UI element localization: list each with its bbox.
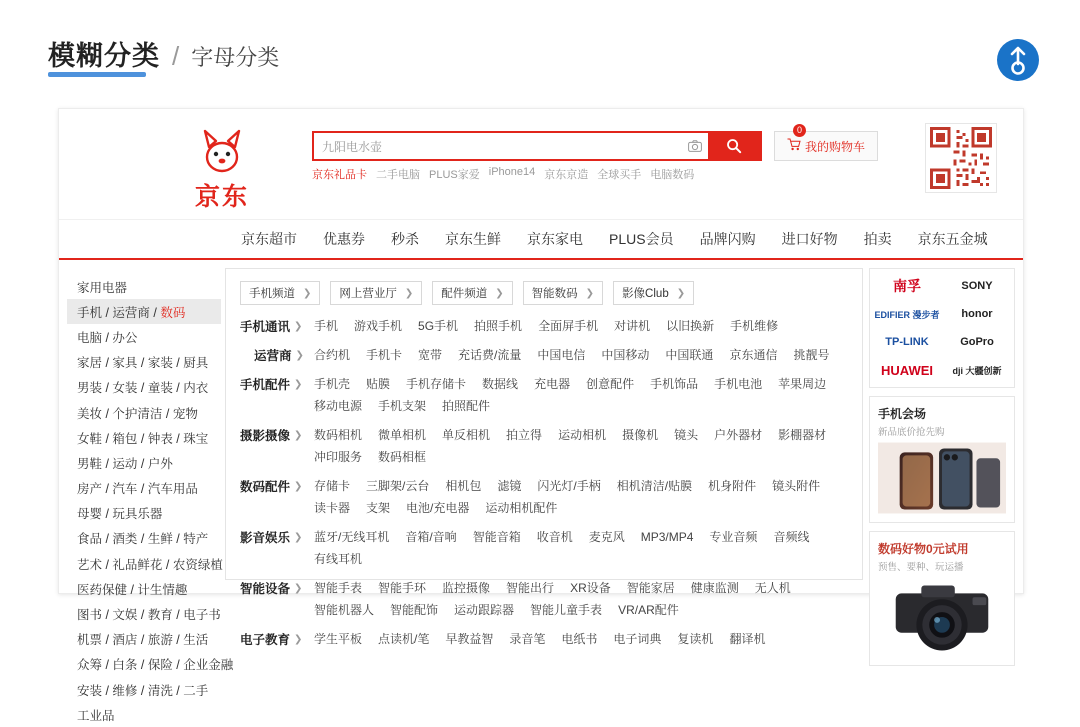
row-title-label: 电子教育 (240, 633, 291, 647)
chevron-right-icon: ❯ (404, 287, 414, 299)
row-links (314, 346, 848, 364)
link[interactable]: 读卡器 (314, 501, 351, 515)
nav-item-6[interactable]: 品牌闪购 (699, 231, 756, 247)
jd-logo[interactable] (167, 123, 277, 213)
jd-dog-icon (185, 123, 259, 175)
link[interactable]: 蓝牙/无线耳机 (314, 530, 390, 544)
channel-chip-4[interactable] (613, 281, 694, 305)
channel-chip-0[interactable] (240, 281, 320, 305)
link[interactable]: 拍照配件 (442, 399, 491, 413)
brand-logo-6[interactable]: HUAWEI (881, 362, 933, 378)
nav-item-9[interactable]: 京东五金城 (917, 231, 988, 247)
nav-item-5[interactable]: PLUS会员 (609, 231, 674, 247)
link[interactable]: 电池/充电器 (406, 501, 470, 515)
link[interactable]: MP3/MP4 (640, 530, 694, 544)
sidebar-item-3[interactable] (67, 350, 221, 375)
row-title[interactable] (240, 346, 314, 364)
sidebar-item-0[interactable] (67, 274, 221, 299)
chip-label: 智能数码 (531, 288, 578, 300)
chip-label: 网上营业厅 (339, 288, 397, 300)
chevron-right-icon: ❯ (294, 320, 303, 332)
chevron-right-icon: ❯ (294, 429, 303, 441)
brand-logo-1[interactable]: SONY (961, 280, 993, 292)
ad-card-camera[interactable] (869, 531, 1015, 666)
search-pin-icon (996, 38, 1040, 82)
sidebar-item-9[interactable] (67, 501, 221, 526)
link[interactable]: 中国联通 (665, 348, 714, 362)
row-title-label: 摄影摄像 (240, 429, 291, 443)
brand-logo-5[interactable]: GoPro (960, 336, 994, 348)
row-title[interactable] (240, 579, 314, 597)
hot-keyword[interactable]: 二手电脑 (376, 169, 420, 181)
sidebar-item-8[interactable] (67, 476, 221, 501)
chip-label: 影像Club (622, 288, 669, 300)
cart-button[interactable] (774, 125, 878, 161)
nav-item-3[interactable]: 京东生鲜 (445, 231, 501, 247)
search-input[interactable] (314, 133, 682, 159)
brand-logo-0[interactable]: 南孚 (893, 278, 921, 294)
channel-chip-3[interactable] (523, 281, 603, 305)
search-box[interactable] (312, 131, 762, 161)
category-row (240, 579, 848, 619)
link[interactable]: 创意配件 (586, 377, 635, 391)
row-title-label: 手机通讯 (240, 320, 291, 334)
hot-keyword[interactable]: 电脑数码 (650, 169, 695, 181)
row-title[interactable] (240, 528, 314, 546)
row-title-label: 智能设备 (240, 582, 291, 596)
ad-sidebar (869, 260, 1023, 590)
link[interactable]: 京东通信 (729, 348, 778, 362)
link[interactable]: 游戏手机 (354, 319, 403, 333)
search-button[interactable] (708, 133, 760, 159)
jd-screenshot-card (58, 108, 1024, 723)
link[interactable]: 中国移动 (601, 348, 650, 362)
link[interactable]: 三脚架/云台 (366, 479, 430, 493)
link[interactable]: 户外器材 (714, 428, 763, 442)
link[interactable]: 收音机 (536, 530, 573, 544)
sidebar-item-label-highlight: 数码 (160, 305, 186, 320)
jd-logo-text: 京东 (194, 182, 249, 211)
link[interactable]: 苹果周边 (778, 377, 827, 391)
link[interactable]: 点读机/笔 (378, 632, 430, 646)
cart-count-badge: 0 (793, 124, 806, 137)
chevron-right-icon: ❯ (294, 531, 303, 543)
link[interactable]: 宽带 (418, 348, 443, 362)
sidebar-item-6[interactable] (67, 425, 221, 450)
brand-logo-2[interactable]: EDIFIER 漫步者 (874, 309, 940, 320)
row-title[interactable] (240, 477, 314, 495)
link[interactable]: 镜头 (674, 428, 699, 442)
link[interactable]: 存储卡 (314, 479, 351, 493)
row-links (314, 477, 848, 517)
row-title[interactable] (240, 317, 314, 335)
phone-promo-image (878, 442, 1006, 514)
link[interactable]: 音频线 (773, 530, 810, 544)
camera-icon[interactable] (682, 133, 708, 159)
site-header (59, 109, 1023, 220)
link[interactable]: 手机支架 (378, 399, 427, 413)
link[interactable]: 5G手机 (418, 319, 459, 333)
sidebar-item-label: 机票 / 酒店 / 旅游 / 生活 (77, 633, 209, 648)
hot-keyword[interactable]: 京东京造 (544, 169, 589, 181)
link[interactable]: 数码相框 (378, 450, 427, 464)
brand-logo-3[interactable]: honor (961, 308, 993, 320)
search-area (312, 131, 762, 182)
sidebar-item-5[interactable] (67, 400, 221, 425)
link[interactable]: 电纸书 (561, 632, 598, 646)
link[interactable]: 充电器 (534, 377, 571, 391)
sidebar-item-label: 手机 / 运营商 / (77, 305, 161, 320)
link[interactable]: 移动电源 (314, 399, 363, 413)
link[interactable]: 学生平板 (314, 632, 363, 646)
sidebar-item-label: 房产 / 汽车 / 汽车用品 (77, 482, 198, 497)
sidebar-item-label: 家居 / 家具 / 家装 / 厨具 (77, 356, 209, 371)
sidebar-item-15[interactable] (67, 652, 234, 677)
link[interactable]: 以旧换新 (666, 319, 715, 333)
link[interactable]: 镜头附件 (772, 479, 821, 493)
link[interactable]: 手机卡 (366, 348, 403, 362)
link[interactable]: 拍立得 (506, 428, 543, 442)
link[interactable]: 相机包 (445, 479, 482, 493)
chip-label: 手机频道 (249, 288, 295, 300)
sidebar-item-1[interactable] (67, 299, 221, 324)
hot-keyword[interactable]: 京东礼品卡 (312, 169, 367, 181)
sidebar-item-label: 医药保健 / 计生情趣 (77, 582, 188, 597)
link[interactable]: 录音笔 (509, 632, 546, 646)
row-links (314, 630, 848, 648)
chevron-right-icon: ❯ (295, 349, 304, 361)
link[interactable]: 手机壳 (314, 377, 351, 391)
chevron-right-icon: ❯ (294, 582, 303, 594)
nav-item-0[interactable]: 京东超市 (241, 231, 297, 247)
link[interactable]: 手机电池 (714, 377, 763, 391)
link[interactable]: 智能手环 (378, 581, 427, 595)
row-links (314, 528, 848, 568)
link[interactable]: 滤镜 (497, 479, 522, 493)
sidebar-item-label: 美妆 / 个护清洁 / 宠物 (77, 406, 198, 421)
link[interactable]: 早教益智 (445, 632, 494, 646)
sidebar-item-label: 图书 / 文娱 / 教育 / 电子书 (77, 608, 221, 623)
link[interactable]: 手机饰品 (650, 377, 699, 391)
nav-item-2[interactable]: 秒杀 (391, 231, 419, 247)
cart-label: 我的购物车 (804, 139, 865, 154)
row-title[interactable] (240, 375, 314, 393)
brand-grid (869, 268, 1015, 388)
ad-card-phone[interactable] (869, 396, 1015, 523)
main-nav (59, 220, 1023, 260)
category-sidebar (59, 260, 234, 723)
link[interactable]: 中国电信 (537, 348, 586, 362)
page-title (48, 34, 279, 73)
chevron-right-icon: ❯ (294, 480, 303, 492)
link[interactable]: 有线耳机 (314, 552, 363, 566)
hot-keyword[interactable]: iPhone14 (488, 166, 536, 178)
sidebar-item-16[interactable] (67, 677, 221, 702)
sidebar-item-label: 家用电器 (77, 280, 128, 295)
sidebar-item-4[interactable] (67, 375, 221, 400)
link[interactable]: 运动跟踪器 (454, 603, 515, 617)
link[interactable]: 合约机 (314, 348, 351, 362)
link[interactable]: 影棚器材 (778, 428, 827, 442)
subcategory-panel (225, 268, 863, 647)
brand-logo-7[interactable]: dji 大疆创新 (952, 365, 1002, 376)
chevron-right-icon: ❯ (676, 287, 686, 299)
ad-subtitle: 预售、要种、玩运播 (878, 562, 964, 573)
link[interactable]: 全面屏手机 (538, 319, 599, 333)
link[interactable]: 挑靓号 (793, 348, 830, 362)
link[interactable]: 智能音箱 (472, 530, 521, 544)
category-row (240, 528, 848, 568)
link[interactable]: 复读机 (677, 632, 714, 646)
chevron-right-icon: ❯ (294, 378, 303, 390)
row-title[interactable] (240, 630, 314, 648)
sidebar-item-14[interactable] (67, 627, 221, 652)
link[interactable]: 充话费/流量 (458, 348, 522, 362)
hot-keywords (312, 166, 762, 182)
link[interactable]: 单反相机 (442, 428, 491, 442)
link[interactable]: 闪光灯/手柄 (537, 479, 601, 493)
sidebar-item-label: 女鞋 / 箱包 / 钟表 / 珠宝 (77, 431, 209, 446)
chevron-right-icon: ❯ (294, 633, 303, 645)
row-links (314, 426, 848, 466)
channel-chip-row (240, 281, 848, 305)
link[interactable]: 音箱/音响 (405, 530, 457, 544)
link[interactable]: 智能家居 (626, 581, 675, 595)
page-title-main: 模糊分类 (48, 34, 160, 73)
link[interactable]: 专业音频 (709, 530, 758, 544)
row-title-label: 运营商 (254, 349, 292, 363)
category-row (240, 317, 848, 335)
hot-keyword[interactable]: PLUS家爱 (429, 169, 480, 181)
link[interactable]: 手机存储卡 (406, 377, 467, 391)
camera-promo-image (878, 577, 1006, 657)
nav-item-1[interactable]: 优惠券 (323, 231, 365, 247)
sidebar-item-label: 安装 / 维修 / 清洗 / 二手 (77, 683, 209, 698)
link[interactable]: 手机 (314, 319, 339, 333)
content-body (59, 260, 1023, 723)
link[interactable]: 微单相机 (378, 428, 427, 442)
page-title-separator: / (172, 41, 180, 71)
sidebar-item-10[interactable] (67, 526, 221, 551)
sidebar-item-12[interactable] (67, 576, 221, 601)
link[interactable]: 冲印服务 (314, 450, 363, 464)
chevron-right-icon: ❯ (303, 287, 312, 299)
link[interactable]: 相机清洁/贴膜 (616, 479, 693, 493)
link[interactable]: 翻译机 (729, 632, 766, 646)
link[interactable]: 摄像机 (622, 428, 659, 442)
sidebar-item-7[interactable] (67, 450, 221, 475)
row-links (314, 579, 848, 619)
category-row (240, 477, 848, 517)
link[interactable]: 无人机 (754, 581, 791, 595)
nav-item-7[interactable]: 进口好物 (781, 231, 838, 247)
link[interactable]: 智能机器人 (314, 603, 375, 617)
link[interactable]: 智能配饰 (390, 603, 439, 617)
nav-item-8[interactable]: 拍卖 (863, 231, 892, 247)
row-title-label: 影音娱乐 (240, 531, 291, 545)
channel-chip-2[interactable] (432, 281, 512, 305)
link[interactable]: 监控摄像 (442, 581, 491, 595)
link[interactable]: 运动相机配件 (485, 501, 558, 515)
link[interactable]: 拍照手机 (474, 319, 523, 333)
link[interactable]: 麦克风 (588, 530, 625, 544)
sidebar-item-label: 食品 / 酒类 / 生鲜 / 特产 (77, 532, 209, 547)
sidebar-item-label: 众筹 / 白条 / 保险 / 企业金融 (77, 658, 234, 673)
link[interactable]: 智能手表 (314, 581, 363, 595)
link[interactable]: 对讲机 (614, 319, 651, 333)
sidebar-item-label: 男鞋 / 运动 / 户外 (77, 456, 173, 471)
ad-subtitle: 新品底价抢先购 (878, 427, 945, 438)
cart-icon (787, 138, 801, 154)
category-row (240, 426, 848, 466)
channel-chip-1[interactable] (330, 281, 422, 305)
link[interactable]: 数码相机 (314, 428, 363, 442)
category-row (240, 346, 848, 364)
link[interactable]: 电子词典 (613, 632, 662, 646)
chevron-right-icon: ❯ (585, 287, 595, 299)
row-title-label: 数码配件 (240, 480, 291, 494)
link[interactable]: 贴膜 (366, 377, 391, 391)
link[interactable]: 数据线 (482, 377, 519, 391)
sidebar-item-label: 工业品 (77, 708, 115, 723)
link[interactable]: 智能出行 (506, 581, 555, 595)
sidebar-item-2[interactable] (67, 324, 221, 349)
sidebar-item-label: 母婴 / 玩具乐器 (77, 507, 163, 522)
hot-keyword[interactable]: 全球买手 (597, 169, 642, 181)
sidebar-item-label: 电脑 / 办公 (77, 330, 138, 345)
sidebar-item-11[interactable] (67, 551, 221, 576)
qr-code (925, 123, 997, 193)
sidebar-item-label: 男装 / 女装 / 童装 / 内衣 (77, 381, 209, 396)
link[interactable]: 支架 (366, 501, 391, 515)
row-title[interactable] (240, 426, 314, 444)
link[interactable]: 智能儿童手表 (530, 603, 603, 617)
link[interactable]: 机身附件 (708, 479, 757, 493)
sidebar-item-label: 艺术 / 礼品鲜花 / 农资绿植 (77, 557, 223, 572)
link[interactable]: 健康监测 (690, 581, 739, 595)
row-links (314, 375, 848, 415)
page-title-sub: 字母分类 (191, 45, 280, 70)
link[interactable]: VR/AR配件 (618, 603, 679, 617)
category-row (240, 375, 848, 415)
sidebar-item-17[interactable] (67, 702, 221, 727)
category-row (240, 630, 848, 648)
brand-logo-4[interactable]: TP-LINK (885, 336, 929, 348)
sidebar-item-13[interactable] (67, 601, 221, 626)
nav-item-4[interactable]: 京东家电 (527, 231, 583, 247)
ad-title: 手机会场 (878, 407, 927, 421)
chip-label: 配件频道 (441, 288, 488, 300)
link[interactable]: 手机维修 (730, 319, 779, 333)
ad-title: 数码好物0元试用 (878, 542, 969, 556)
link[interactable]: XR设备 (570, 581, 611, 595)
row-links (314, 317, 848, 335)
row-title-label: 手机配件 (240, 378, 291, 392)
link[interactable]: 运动相机 (558, 428, 607, 442)
chevron-right-icon: ❯ (495, 287, 504, 299)
